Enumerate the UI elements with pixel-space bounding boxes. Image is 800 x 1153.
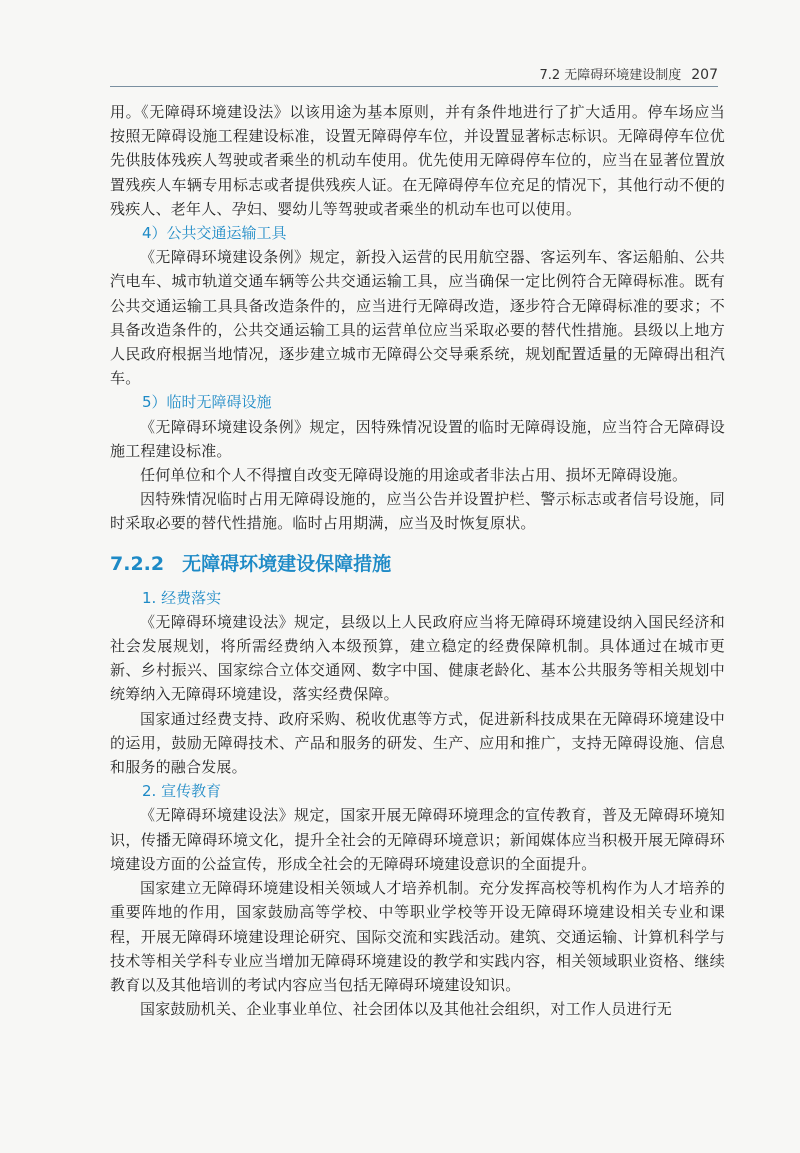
header-text (539, 64, 718, 83)
section-number: 7.2.2 (110, 552, 165, 575)
paragraph: 国家建立无障碍环境建设相关领域人才培养机制。充分发挥高校等机构作为人才培养的重要阵地的作用，国家鼓励高等学校、中等职业学校等开设无障碍环境建设相关专业和课程，开展无障碍环境建设理论研究、国际交流和实践活动。建筑、交通运输、计算机科学与技术等相关学科专业应当增加无障碍环境建设的教学和实践内容，相关领域职业资格、继续教育以及其他培训的考试内容应当包括无障碍环境建设知识。 (110, 879, 725, 994)
paragraph: 用。《无障碍环境建设法》以该用途为基本原则，并有条件地进行了扩大适用。停车场应当按照无障碍设施工程建设标准，设置无障碍停车位，并设置显著标志标识。无障碍停车位优先供肢体残疾人驾驶或者乘坐的机动车使用。优先使用无障碍停车位的，应当在显著位置放置残疾人车辆专用标志或者提供残疾人证。在无障碍停车位充足的情况下，其他行动不便的残疾人、老年人、孕妇、婴幼儿等驾驶或者乘坐的机动车也可以使用。 (110, 103, 725, 218)
paragraph: 任何单位和个人不得擅自改变无障碍设施的用途或者非法占用、损坏无障碍设施。 (140, 466, 688, 485)
section-title: 无障碍环境建设保障措施 (182, 552, 392, 575)
paragraph: 《无障碍环境建设条例》规定，新投入运营的民用航空器、客运列车、客运船舶、公共汽电车、城市轨道交通车辆等公共交通运输工具，应当确保一定比例符合无障碍标准。既有公共交通运输工具具备改造条件的，应当进行无障碍改造，逐步符合无障碍标准的要求；不具备改造条件的，公共交通运输工具的运营单位应当采取必要的替代性措施。县级以上地方人民政府根据当地情况，逐步建立城市无障碍公交导乘系统，规划配置适量的无障碍出租汽车。 (110, 248, 725, 388)
subheading-temporary-facilities: 5）临时无障碍设施 (142, 393, 272, 412)
subheading-funding: 1. 经费落实 (142, 588, 222, 607)
subheading-public-transport: 4）公共交通运输工具 (142, 224, 287, 243)
paragraph: 国家通过经费支持、政府采购、税收优惠等方式，促进新科技成果在无障碍环境建设中的运用，鼓励无障碍技术、产品和服务的研发、生产、应用和推广，支持无障碍设施、信息和服务的融合发展。 (110, 709, 725, 777)
header-section-title: 7.2 无障碍环境建设制度 (539, 68, 682, 83)
subheading-education: 2. 宣传教育 (142, 782, 222, 801)
paragraph: 因特殊情况临时占用无障碍设施的，应当公告并设置护栏、警示标志或者信号设施，同时采取必要的替代性措施。临时占用期满，应当及时恢复原状。 (110, 490, 725, 533)
paragraph: 《无障碍环境建设条例》规定，因特殊情况设置的临时无障碍设施，应当符合无障碍设施工程建设标准。 (110, 417, 725, 460)
paragraph: 《无障碍环境建设法》规定，县级以上人民政府应当将无障碍环境建设纳入国民经济和社会发展规划，将所需经费纳入本级预算，建立稳定的经费保障机制。具体通过在城市更新、乡村振兴、国家综合立体交通网、数字中国、健康老龄化、基本公共服务等相关规划中统筹纳入无障碍环境建设，落实经费保障。 (110, 612, 725, 704)
section-heading (110, 550, 725, 578)
running-header (110, 62, 718, 87)
page-body (110, 100, 725, 1021)
page-number: 207 (691, 67, 718, 83)
paragraph: 《无障碍环境建设法》规定，国家开展无障碍环境理念的宣传教育，普及无障碍环境知识，传播无障碍环境文化，提升全社会的无障碍环境意识；新闻媒体应当积极开展无障碍环境建设方面的公益宣传，形成全社会的无障碍环境建设意识的全面提升。 (110, 806, 725, 873)
paragraph: 国家鼓励机关、企业事业单位、社会团体以及其他社会组织，对工作人员进行无 (140, 1000, 673, 1019)
